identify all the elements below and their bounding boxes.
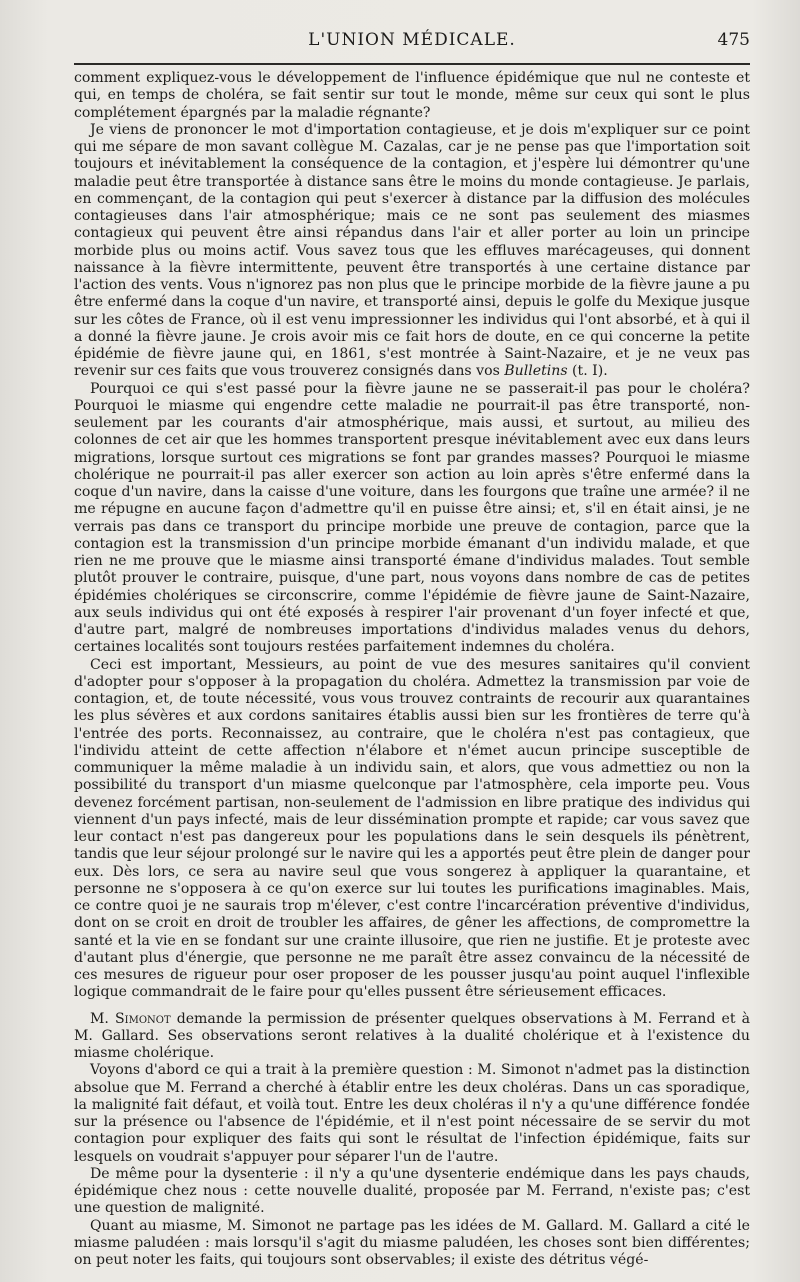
paragraph-fievre-jaune: Pourquoi ce qui s'est passé pour la fièvre jaune ne se passerait-il pas pour le choléra? Pourquoi le miasme qui engendre cette maladie ne pourrait-il pas être transporté, non-seulement par les courants d'air atmosphérique, mais aussi, et surtout, au milieu des colonnes de cet air que les hommes transportent presque inévitablement avec eux dans leurs migrations, lorsque surtout ces migrations se font par grandes masses? Pourquoi le miasme cholérique ne pourrait-il pas aller exercer son action au loin après s'être enfermé dans la coque d'un navire, dans la caisse d'une voiture, dans les fourgons que traîne une armée? il ne me répugne en aucune façon d'admettre qu'il en puisse être ainsi; et, s'il en était ainsi, je ne verrais pas dans ce transport du principe morbide une preuve de contagion, parce que la contagion est la transmission d'un principe morbide émanant d'un individu malade, et que rien ne me prouve que le miasme ainsi transporté émane d'individus malades. Tout semble plutôt prouver le contraire, puisque, d'une part, nous voyons dans nombre de cas de petites épidémies cholériques se circonscrire, comme l'épidémie de fièvre jaune de Saint-Nazaire, aux seuls individus qui ont été exposés à respirer l'air provenant d'un foyer infecté et que, d'autre part, malgré de nombreuses importations d'individus malades venus du dehors, certaines localités sont toujours restées parfaitement indemnes du choléra. xyxy=(74,380,750,656)
header-rule xyxy=(74,63,750,65)
paragraph-continued: comment expliquez-vous le développement de l'influence épidémique que nul ne conteste et qui, en temps de choléra, se fait sentir sur tout le monde, même sur ceux qui sont le plus complétement épargnés par la maladie régnante? xyxy=(74,70,750,121)
paragraph-premiere-question: Voyons d'abord ce qui a trait à la première question : M. Simonot n'admet pas la distinction absolue que M. Ferrand a cherché à établir entre les deux choléras. Dans un cas sporadique, la malignité fait défaut, et voilà tout. Entre les deux choléras il n'y a qu'une différence fondée sur la présence ou l'absence de l'épidémie, et il n'est point nécessaire de se servir du mot contagion pour expliquer des faits qui sont le résultat de l'infection épidémique, faits sur lesquels on voudrait s'appuyer pour séparer l'un de l'autre. xyxy=(74,1062,750,1165)
paragraph-text-end: (t. I). xyxy=(567,363,608,380)
paragraph-dysenterie: De même pour la dysenterie : il n'y a qu'une dysenterie endémique dans les pays chauds, épidémique chez nous : cette nouvelle dualité, proposée par M. Ferrand, n'existe pas; c'est une question de malignité. xyxy=(74,1165,750,1217)
speaker-name: M. Simonot xyxy=(90,1010,171,1027)
paragraph-importation xyxy=(74,122,750,381)
paragraph-text: demande la permission de présenter quelques observations à M. Ferrand et à M. Gallard. Ses observations seront relatives à la dualité cholérique et à l'existence du miasme cholérique. xyxy=(74,1010,750,1061)
paragraph-mesures-sanitaires: Ceci est important, Messieurs, au point de vue des mesures sanitaires qu'il convient d'adopter pour s'opposer à la propagation du choléra. Admettez la transmission par voie de contagion, et, de toute nécessité, vous vous trouvez contraints de recourir aux quarantaines les plus sévères et aux cordons sanitaires établis aussi bien sur les frontières de terre qu'à l'entrée des ports. Reconnaissez, au contraire, que le choléra n'est pas contagieux, que l'individu atteint de cette affection n'élabore et n'émet aucun principe susceptible de communiquer la même maladie à un individu sain, et alors, que vous admettiez ou non la possibilité du transport d'un miasme quelconque par l'atmosphère, cela importe peu. Vous devenez forcément partisan, non-seulement de l'admission en libre pratique des individus qui viennent d'un pays infecté, mais de leur dissémination prompte et rapide; car vous savez que leur contact n'est pas dangereux pour les populations dans le sein desquels ils pénètrent, tandis que leur séjour prolongé sur le navire qui les a apportés peut être plein de danger pour eux. Dès lors, ce sera au navire seul que vous songerez à appliquer la quarantaine, et personne ne s'opposera à ce qu'on exerce sur lui toutes les purifications imaginables. Mais, ce contre quoi je ne saurais trop m'élever, c'est contre l'incarcération préventive d'individus, dont on se croit en droit de troubler les affaires, de gêner les affections, de compromettre la santé et la vie en se fondant sur une crainte illusoire, que rien ne justifie. Et je proteste avec d'autant plus d'énergie, que personne ne me paraît être assez convaincu de la nécessité de ces mesures de rigueur pour oser proposer de les pousser jusqu'au point auquel l'inflexible logique commandrait de le faire pour qu'elles pussent être sérieusement efficaces. xyxy=(74,656,750,1001)
journal-title: L'UNION MÉDICALE. xyxy=(308,30,516,50)
paragraph-simonot xyxy=(74,1011,750,1063)
page-number: 475 xyxy=(717,30,750,50)
running-head xyxy=(74,30,750,60)
paragraph-text: Je viens de prononcer le mot d'importation contagieuse, et je dois m'expliquer sur ce point qui me sépare de mon savant collègue M. Cazalas, car je ne pense pas que l'importation soit toujours et inévitablement la conséquence de la contagion, et j'espère lui démontrer qu'une maladie peut être transportée à distance sans être le moins du monde contagieuse. Je parlais, en commençant, de la contagion qui peut s'exercer à distance par la diffusion des molécules contagieuses dans l'air atmosphérique; mais ce ne sont pas seulement des miasmes contagieux qui peuvent être ainsi répandus dans l'air et aller porter au loin un principe morbide plus ou moins actif. Vous savez tous que les effluves marécageuses, qui donnent naissance à la fièvre intermittente, peuvent être transportés à une certaine distance par l'action des vents. Vous n'ignorez pas non plus que le principe morbide de la fièvre jaune a pu être enfermé dans la coque d'un navire, et transporté ainsi, depuis le golfe du Mexique jusque sur les côtes de France, où il est venu impressionner les individus qui l'ont absorbé, et à qui il a donné la fièvre jaune. Je crois avoir mis ce fait hors de doute, en ce qui concerne la petite épidémie de fièvre jaune qui, en 1861, s'est montrée à Saint-Nazaire, et je ne veux pas revenir sur ces faits que vous trouverez consignés dans vos xyxy=(74,121,750,380)
bulletins-title: Bulletins xyxy=(504,363,568,380)
paragraph-miasme: Quant au miasme, M. Simonot ne partage pas les idées de M. Gallard. M. Gallard a cité le miasme paludéen : mais lorsqu'il s'agit du miasme paludéen, les choses sont bien différentes; on peut noter les faits, qui toujours sont observables; il existe des détritus végé- xyxy=(74,1217,750,1268)
body-text xyxy=(74,70,750,1269)
